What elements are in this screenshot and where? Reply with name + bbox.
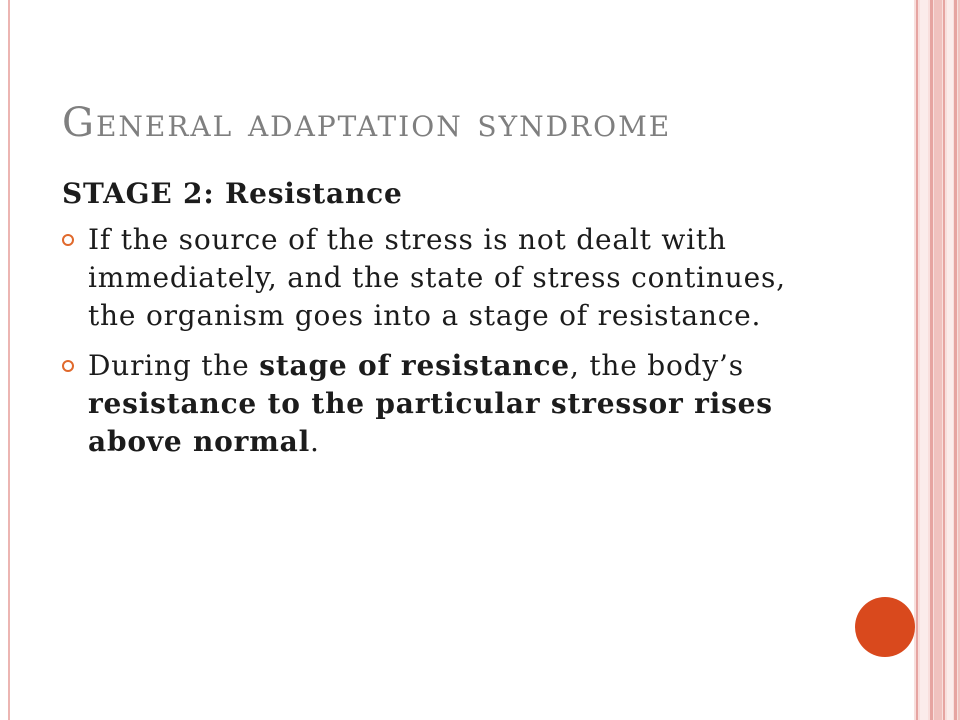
- bullet-item: [62, 221, 786, 335]
- bullet-circle-icon: [62, 360, 74, 372]
- bullet-item: [62, 347, 773, 461]
- bullet-line: If the source of the stress is not dealt with: [88, 223, 727, 256]
- stripe: [947, 0, 953, 720]
- stripe: [920, 0, 928, 720]
- stripe: [934, 0, 942, 720]
- stripe: [930, 0, 933, 720]
- stripe: [943, 0, 945, 720]
- bullet-bold-text: resistance to the particular stressor rises: [88, 387, 773, 420]
- bullet-text: During the: [88, 349, 260, 382]
- stage-heading: STAGE 2: Resistance: [62, 177, 403, 210]
- bullet-line: [88, 385, 773, 423]
- left-frame-line: [8, 0, 10, 720]
- bullet-line: [88, 423, 773, 461]
- right-stripe-band: [914, 0, 960, 720]
- bullet-circle-icon: [62, 234, 74, 246]
- slide-title: General adaptation syndrome: [62, 100, 672, 146]
- bullet-line: the organism goes into a stage of resistance.: [88, 299, 762, 332]
- bullet-text: , the body’s: [569, 349, 744, 382]
- accent-circle: [855, 597, 915, 657]
- bullet-text: .: [310, 425, 320, 458]
- bullet-bold-text: stage of resistance: [259, 349, 570, 382]
- bullet-line: immediately, and the state of stress continues,: [88, 261, 786, 294]
- bullet-bold-text: above normal: [88, 425, 311, 458]
- stripe: [916, 0, 918, 720]
- bullet-line: [88, 347, 773, 385]
- stripe: [954, 0, 957, 720]
